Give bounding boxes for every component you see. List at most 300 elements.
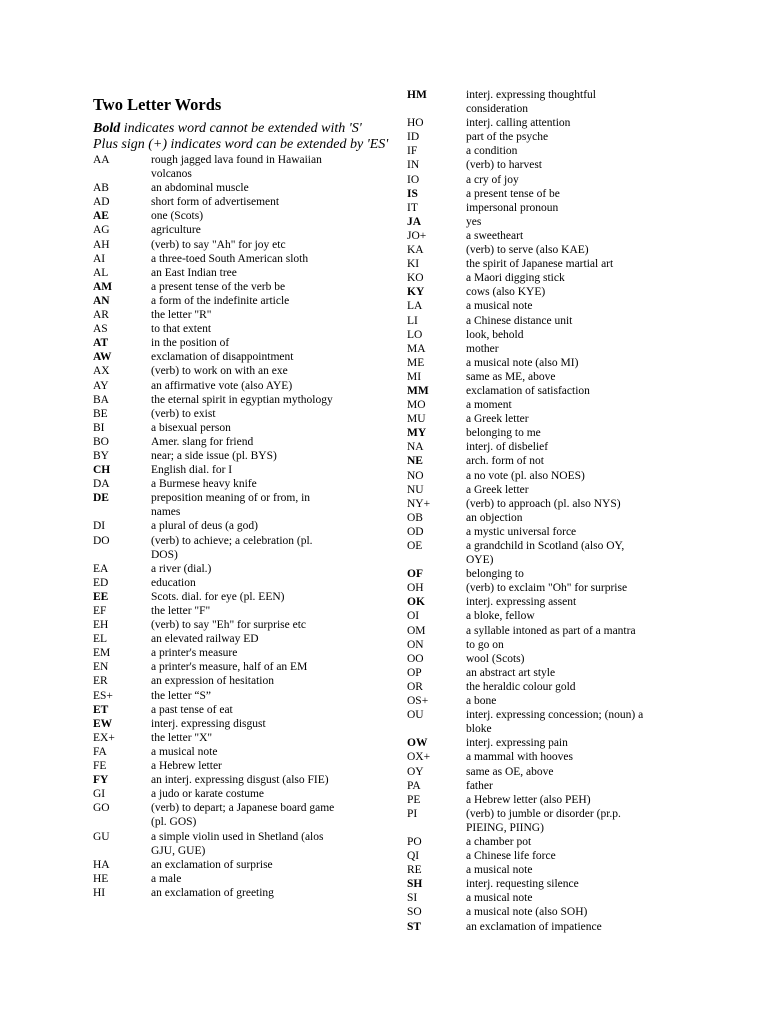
entry-definition: interj. expressing concession; (noun) a bloke [466, 709, 644, 736]
word-entry [407, 525, 667, 539]
entry-definition: (verb) to work on with an exe [151, 365, 288, 378]
word-entry [93, 252, 393, 266]
word-entry [407, 398, 667, 412]
word-entry [407, 849, 667, 863]
word-entry [93, 703, 393, 717]
entry-word: PA [407, 779, 421, 792]
entry-definition: a mammal with hooves [466, 751, 573, 764]
word-entry [407, 440, 667, 454]
entry-word: MA [407, 342, 426, 355]
entry-definition: a syllable intoned as part of a mantra [466, 624, 636, 637]
entry-definition: a judo or karate costume [151, 788, 265, 801]
entry-word: PE [407, 793, 421, 806]
entry-word: RE [407, 864, 422, 877]
entry-word: BA [93, 393, 109, 406]
entry-word: EL [93, 633, 108, 646]
entry-word: OX+ [407, 751, 431, 764]
word-entry [93, 336, 393, 350]
word-entry [93, 562, 393, 576]
entry-definition: arch. form of not [466, 455, 544, 468]
entry-word: LA [407, 300, 423, 313]
word-entry [93, 379, 393, 393]
word-entry [93, 858, 393, 872]
entry-definition: (verb) to harvest [466, 159, 542, 172]
entry-definition: a bone [466, 695, 497, 708]
entry-word: ER [93, 675, 108, 688]
word-entry [407, 765, 667, 779]
entry-definition: a condition [466, 145, 518, 158]
word-entry [93, 717, 393, 731]
word-entry [407, 835, 667, 849]
entry-definition: same as OE, above [466, 765, 554, 778]
word-entry [407, 285, 667, 299]
entry-word: EW [93, 717, 113, 730]
legend-bold-note [93, 121, 393, 137]
entry-word: FA [93, 745, 107, 758]
word-entry [407, 314, 667, 328]
entry-word: NA [407, 441, 424, 454]
entry-definition: look, behold [466, 328, 524, 341]
entry-definition: an elevated railway ED [151, 633, 259, 646]
entry-word: ME [407, 356, 425, 369]
legend-bold-word: Bold [93, 121, 121, 136]
word-entry [407, 116, 667, 130]
word-entry [93, 477, 393, 491]
word-entry [407, 229, 667, 243]
entry-word: NU [407, 483, 424, 496]
word-entry [93, 689, 393, 703]
entry-word: ID [407, 131, 420, 144]
word-entry [407, 511, 667, 525]
word-entry [93, 745, 393, 759]
entry-definition: (verb) to exclaim "Oh" for surprise [466, 582, 628, 595]
entry-word: ST [407, 920, 422, 933]
entry-definition: mother [466, 342, 499, 355]
entry-word: OF [407, 568, 423, 581]
entry-definition: a mystic universal force [466, 525, 577, 538]
word-entry [93, 364, 393, 378]
entry-word: NO [407, 469, 424, 482]
word-entry [407, 905, 667, 919]
entry-word: ES+ [93, 689, 113, 702]
entry-definition: a Hebrew letter (also PEH) [466, 793, 591, 806]
entry-word: AG [93, 224, 110, 237]
entry-definition: cows (also KYE) [466, 286, 546, 299]
word-entry [93, 350, 393, 364]
entry-word: ET [93, 703, 109, 716]
entry-word: SH [407, 878, 423, 891]
entry-word: AI [93, 252, 106, 265]
entry-definition: a grandchild in Scotland (also OY, OYE) [466, 540, 625, 567]
word-entry [93, 223, 393, 237]
entry-definition: an exclamation of greeting [151, 886, 274, 899]
entry-definition: a past tense of eat [151, 703, 233, 716]
word-entry [93, 759, 393, 773]
word-entry [407, 891, 667, 905]
word-entry [407, 877, 667, 891]
entry-definition: (verb) to jumble or disorder (pr.p. PIEING, PIING) [466, 807, 621, 834]
entry-definition: short form of advertisement [151, 196, 280, 209]
entry-definition: (verb) to exist [151, 407, 216, 420]
entry-definition: a river (dial.) [151, 562, 212, 575]
entry-definition: Scots. dial. for eye (pl. EEN) [151, 590, 285, 603]
entry-word: SI [407, 892, 418, 905]
entry-word: EH [93, 619, 109, 632]
left-column [93, 95, 393, 900]
entry-definition: the spirit of Japanese martial art [466, 258, 614, 271]
entry-definition: a musical note [466, 864, 533, 877]
entry-definition: interj. expressing pain [466, 737, 568, 750]
word-entry [407, 750, 667, 764]
entry-definition: an exclamation of impatience [466, 920, 602, 933]
word-entry [407, 694, 667, 708]
word-entry [407, 595, 667, 609]
entry-word: KI [407, 258, 420, 271]
entry-definition: (verb) to achieve; a celebration (pl. DOS) [151, 534, 313, 561]
word-entry [93, 632, 393, 646]
entry-word: LI [407, 314, 418, 327]
entry-definition: the eternal spirit in egyptian mythology [151, 393, 333, 406]
word-entry [93, 153, 393, 181]
entry-definition: a musical note (also MI) [466, 356, 579, 369]
word-entry [407, 708, 667, 736]
legend-plus-note: Plus sign (+) indicates word can be extended by 'ES' [93, 137, 389, 152]
word-entry [93, 534, 393, 562]
word-entry [93, 280, 393, 294]
word-entry [93, 773, 393, 787]
word-entry [93, 519, 393, 533]
entry-word: OD [407, 525, 424, 538]
entry-definition: a printer's measure, half of an EM [151, 661, 308, 674]
word-entry [93, 266, 393, 280]
word-entry [93, 407, 393, 421]
word-entry [407, 469, 667, 483]
entry-word: AB [93, 182, 109, 195]
entry-word: BO [93, 435, 109, 448]
entry-word: JO+ [407, 229, 427, 242]
entry-definition: exclamation of satisfaction [466, 384, 590, 397]
entry-definition: a present tense of the verb be [151, 280, 286, 293]
entry-word: AY [93, 379, 109, 392]
word-entry [93, 590, 393, 604]
word-entry [407, 356, 667, 370]
entry-definition: an interj. expressing disgust (also FIE) [151, 774, 329, 787]
entry-definition: a moment [466, 399, 512, 412]
entry-definition: English dial. for I [151, 464, 233, 477]
entry-word: NE [407, 455, 423, 468]
entry-word: GU [93, 830, 110, 843]
entry-word: OR [407, 680, 423, 693]
entry-word: AA [93, 154, 110, 166]
word-entry [407, 201, 667, 215]
entry-definition: near; a side issue (pl. BYS) [151, 449, 277, 462]
entry-word: SO [407, 906, 422, 919]
entry-word: MU [407, 413, 426, 426]
entry-definition: an objection [466, 511, 523, 524]
word-entry [93, 421, 393, 435]
entry-word: ON [407, 638, 424, 651]
word-entry [93, 463, 393, 477]
entry-word: IF [407, 145, 418, 158]
entry-word: OM [407, 624, 426, 637]
word-entry [407, 187, 667, 201]
entry-definition: father [466, 779, 493, 792]
word-entry [93, 646, 393, 660]
word-entry [93, 872, 393, 886]
entry-definition: the letter “S” [151, 689, 212, 702]
entry-definition: interj. of disbelief [466, 441, 549, 454]
entry-definition: Amer. slang for friend [151, 435, 254, 448]
entry-definition: a Greek letter [466, 483, 529, 496]
entry-definition: the letter "X" [151, 731, 213, 744]
entry-word: MO [407, 399, 426, 412]
entry-word: AH [93, 238, 110, 251]
entry-word: NY+ [407, 497, 431, 510]
word-entry [407, 144, 667, 158]
word-entry [407, 257, 667, 271]
entry-word: AS [93, 323, 108, 336]
entry-word: IN [407, 159, 420, 172]
word-entry [407, 412, 667, 426]
entry-definition: a bloke, fellow [466, 610, 535, 623]
entry-word: EM [93, 647, 111, 660]
word-list-left [93, 153, 393, 900]
entry-word: CH [93, 464, 111, 477]
entry-definition: a Greek letter [466, 413, 529, 426]
entry-definition: (verb) to say "Eh" for surprise etc [151, 619, 307, 632]
entry-word: FE [93, 760, 107, 773]
legend-bold-text: indicates word cannot be extended with 'S' [120, 121, 362, 136]
word-entry [407, 863, 667, 877]
entry-word: HM [407, 89, 427, 101]
word-entry [407, 638, 667, 652]
entry-definition: interj. expressing disgust [151, 717, 266, 730]
entry-definition: a cry of joy [466, 173, 519, 186]
word-entry [407, 680, 667, 694]
entry-word: DE [93, 492, 109, 505]
entry-definition: interj. expressing thoughtful consideration [466, 89, 596, 116]
entry-word: AW [93, 351, 112, 364]
entry-definition: belonging to me [466, 427, 541, 440]
word-entry [93, 660, 393, 674]
word-entry [93, 801, 393, 829]
entry-definition: a sweetheart [466, 229, 524, 242]
word-entry [407, 666, 667, 680]
entry-word: JA [407, 215, 422, 228]
entry-definition: a three-toed South American sloth [151, 252, 309, 265]
entry-word: AE [93, 210, 109, 223]
entry-word: EA [93, 562, 109, 575]
entry-definition: rough jagged lava found in Hawaiian volcanos [151, 154, 322, 181]
entry-definition: a bisexual person [151, 421, 231, 434]
word-entry [407, 609, 667, 623]
word-entry [407, 173, 667, 187]
entry-definition: a musical note [466, 300, 533, 313]
entry-definition: a chamber pot [466, 835, 532, 848]
entry-word: HI [93, 886, 106, 899]
entry-word: EN [93, 661, 109, 674]
word-entry [407, 215, 667, 229]
entry-definition: a present tense of be [466, 187, 560, 200]
right-column [407, 88, 667, 934]
entry-word: IO [407, 173, 420, 186]
entry-word: EX+ [93, 731, 115, 744]
entry-definition: (verb) to serve (also KAE) [466, 244, 589, 257]
word-entry [93, 787, 393, 801]
word-entry [407, 483, 667, 497]
word-entry [93, 195, 393, 209]
entry-word: OW [407, 737, 428, 750]
entry-word: OP [407, 666, 422, 679]
entry-word: AX [93, 365, 110, 378]
word-entry [407, 271, 667, 285]
entry-definition: a Maori digging stick [466, 272, 565, 285]
word-entry [93, 604, 393, 618]
entry-word: KO [407, 272, 424, 285]
entry-definition: interj. expressing assent [466, 596, 577, 609]
entry-word: ED [93, 576, 109, 589]
entry-word: OS+ [407, 695, 429, 708]
word-entry [93, 322, 393, 336]
word-entry [407, 779, 667, 793]
entry-definition: (verb) to approach (pl. also NYS) [466, 497, 621, 510]
entry-word: AT [93, 337, 109, 350]
entry-definition: to that extent [151, 323, 212, 336]
entry-definition: interj. requesting silence [466, 878, 579, 891]
word-entry [93, 209, 393, 223]
entry-definition: to go on [466, 638, 504, 651]
entry-word: PO [407, 835, 422, 848]
entry-word: MI [407, 370, 422, 383]
entry-definition: an abdominal muscle [151, 182, 249, 195]
entry-definition: (verb) to say "Ah" for joy etc [151, 238, 286, 251]
word-entry [407, 384, 667, 398]
entry-word: OB [407, 511, 423, 524]
page-title: Two Letter Words [93, 95, 222, 114]
entry-word: EF [93, 605, 107, 617]
entry-word: AR [93, 309, 109, 322]
entry-definition: an affirmative vote (also AYE) [151, 379, 293, 392]
entry-word: AD [93, 196, 110, 209]
entry-word: BE [93, 407, 108, 420]
entry-word: AL [93, 266, 109, 279]
entry-definition: an abstract art style [466, 666, 556, 679]
entry-word: QI [407, 850, 420, 863]
entry-word: OY [407, 765, 424, 778]
word-entry [407, 581, 667, 595]
entry-definition: part of the psyche [466, 131, 549, 144]
entry-word: OH [407, 582, 424, 595]
entry-word: BI [93, 421, 105, 434]
entry-definition: education [151, 576, 196, 589]
entry-definition: in the position of [151, 337, 230, 350]
entry-word: DA [93, 478, 110, 491]
entry-word: FY [93, 774, 109, 787]
entry-word: LO [407, 328, 423, 341]
word-list-right [407, 88, 667, 934]
entry-word: HE [93, 872, 109, 885]
word-entry [407, 158, 667, 172]
entry-definition: an expression of hesitation [151, 675, 274, 688]
entry-word: OK [407, 596, 425, 609]
entry-definition: exclamation of disappointment [151, 351, 294, 364]
word-entry [407, 88, 667, 116]
word-entry [93, 674, 393, 688]
entry-definition: a musical note (also SOH) [466, 906, 588, 919]
word-entry [93, 294, 393, 308]
word-entry [407, 426, 667, 440]
entry-definition: yes [466, 215, 482, 228]
entry-word: OE [407, 540, 423, 552]
entry-word: AN [93, 294, 110, 307]
entry-definition: (verb) to depart; a Japanese board game (pl. GOS) [151, 802, 335, 829]
word-entry [407, 243, 667, 257]
entry-definition: wool (Scots) [466, 652, 525, 665]
entry-word: DO [93, 534, 110, 547]
entry-word: PI [407, 807, 418, 820]
entry-definition: the letter "F" [151, 605, 211, 617]
entry-definition: a Hebrew letter [151, 760, 222, 773]
word-entry [93, 449, 393, 463]
word-entry [93, 308, 393, 322]
entry-definition: a form of the indefinite article [151, 294, 290, 307]
word-entry [407, 920, 667, 934]
entry-word: OU [407, 709, 424, 722]
word-entry [407, 299, 667, 313]
entry-definition: an East Indian tree [151, 266, 237, 279]
entry-definition: interj. calling attention [466, 117, 571, 130]
entry-word: EE [93, 590, 109, 603]
word-entry [93, 393, 393, 407]
entry-definition: a plural of deus (a god) [151, 520, 258, 533]
entry-definition: a Burmese heavy knife [151, 478, 257, 491]
entry-word: BY [93, 449, 109, 462]
entry-definition: a simple violin used in Shetland (alos GJU, GUE) [151, 830, 324, 857]
word-entry [93, 435, 393, 449]
entry-definition: belonging to [466, 568, 524, 581]
word-entry [407, 736, 667, 750]
entry-word: GO [93, 802, 110, 815]
entry-definition: a Chinese life force [466, 850, 556, 863]
word-entry [407, 328, 667, 342]
entry-definition: same as ME, above [466, 370, 556, 383]
entry-word: KA [407, 244, 424, 257]
entry-definition: an exclamation of surprise [151, 858, 273, 871]
word-entry [93, 238, 393, 252]
entry-word: DI [93, 520, 106, 533]
entry-definition: a printer's measure [151, 647, 238, 660]
word-entry [407, 793, 667, 807]
entry-word: MM [407, 384, 429, 397]
entry-definition: a musical note [466, 892, 533, 905]
word-entry [407, 130, 667, 144]
word-entry [407, 454, 667, 468]
word-entry [93, 886, 393, 900]
entry-definition: the letter "R" [151, 309, 212, 322]
entry-word: OO [407, 652, 424, 665]
word-entry [407, 539, 667, 567]
entry-word: HO [407, 117, 424, 130]
entry-definition: agriculture [151, 224, 201, 237]
entry-definition: one (Scots) [151, 210, 204, 223]
word-entry [407, 370, 667, 384]
entry-definition: a musical note [151, 745, 218, 758]
word-entry [93, 181, 393, 195]
entry-definition: a male [151, 872, 182, 885]
entry-definition: the heraldic colour gold [466, 680, 576, 693]
word-entry [407, 567, 667, 581]
entry-word: OI [407, 610, 420, 623]
